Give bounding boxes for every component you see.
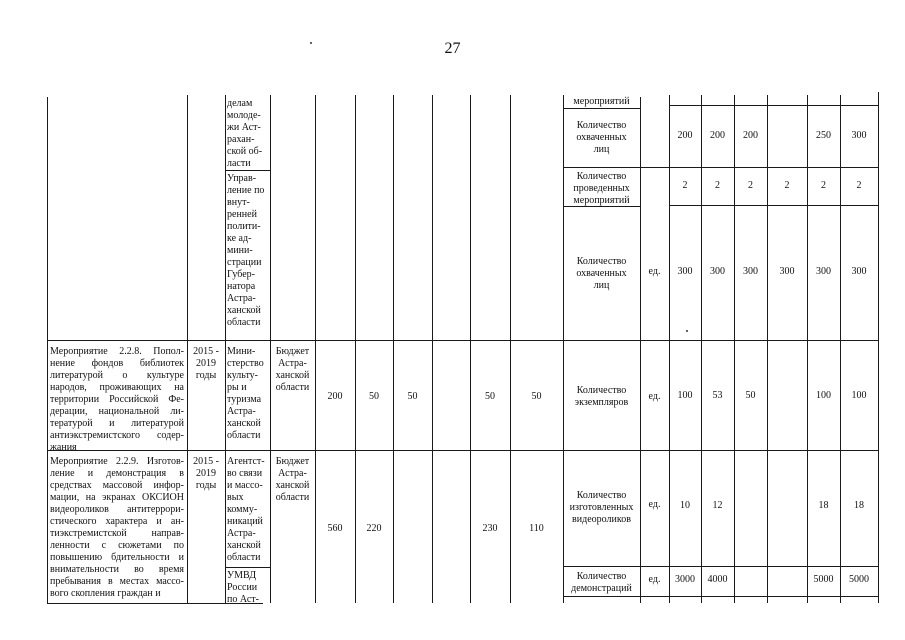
indicator-divider — [563, 108, 640, 109]
funding-source-line: Астра- — [278, 468, 307, 479]
table-left-border — [47, 97, 48, 603]
indicator-name — [565, 571, 638, 595]
indicator-name-line: экземпляров — [574, 397, 629, 408]
executor-cell-line: стерство — [227, 358, 264, 369]
indicator-value: 18 — [818, 500, 829, 511]
measure-name-line: ленности с сюжетами по — [50, 540, 184, 551]
indicator-name-line: Количество — [576, 385, 627, 396]
indicator-value: 100 — [851, 390, 867, 401]
indicator-value: 2 — [682, 180, 688, 191]
executor-cell-line: натора — [227, 281, 256, 292]
funding-source-line: Бюджет — [275, 346, 310, 357]
indicator-value: 300 — [851, 130, 867, 141]
measure-name-line: внимательности во время — [50, 564, 184, 575]
measure-name-line: ление и демонстрация в — [50, 468, 184, 479]
executor-cell-line: Управ- — [227, 173, 257, 184]
indicator-name-line: охваченных — [576, 268, 627, 279]
indicator-value: 18 — [854, 500, 864, 511]
indicator-value: 200 — [677, 130, 693, 141]
indicator-name-line: Количество — [576, 120, 627, 131]
indicator-name-line: мероприятий — [573, 96, 630, 107]
indicator-divider — [563, 167, 878, 168]
executor-cell-line: Мини- — [227, 346, 256, 357]
measure-name-line: стического характера и ан- — [50, 516, 184, 527]
indicator-value: 5000 — [813, 574, 834, 585]
executor-cell-line: области — [227, 430, 261, 441]
funding-source — [271, 456, 314, 504]
years-cell-line: 2019 — [196, 468, 216, 479]
indicator-value: 10 — [680, 500, 690, 511]
executor-cell-line: мини- — [227, 245, 253, 256]
indicator-name-line: охваченных — [576, 132, 627, 143]
executor-cell-line: Губер- — [227, 269, 255, 280]
years-cell — [188, 456, 224, 492]
indicator-value: 2 — [784, 180, 790, 191]
executor-cell-line: вых — [227, 492, 244, 503]
indicator-name — [565, 256, 638, 292]
funding-source-line: области — [275, 382, 310, 393]
unit-cell: ед. — [648, 266, 661, 277]
indicator-value: 250 — [816, 130, 831, 141]
indicator-value: 300 — [816, 266, 831, 277]
executor-cell — [227, 570, 269, 606]
indicator-value: 12 — [712, 500, 723, 511]
years-cell-line: 2015 - — [193, 456, 219, 467]
executor-cell-line: области — [227, 552, 261, 563]
indicator-value: 300 — [779, 266, 795, 277]
measure-name-line: территории Российской Фе- — [50, 394, 184, 405]
indicator-name — [565, 96, 638, 108]
finance-value: 50 — [485, 391, 495, 402]
executor-cell-line: культу- — [227, 370, 259, 381]
measure-name-line: повышению бдительности и — [50, 552, 184, 563]
column-border — [767, 95, 768, 603]
executor-cell — [227, 456, 269, 564]
executor-cell-line: комму- — [227, 504, 258, 515]
column-border — [225, 95, 226, 603]
executor-cell-line: ренней — [227, 209, 257, 220]
indicator-name-line: проведенных — [573, 183, 630, 194]
finance-value: 50 — [407, 391, 418, 402]
executor-cell-line: ской об- — [227, 146, 263, 157]
years-cell — [188, 346, 224, 382]
executor-cell-line: рахан- — [227, 134, 255, 145]
finance-value: 110 — [529, 523, 544, 534]
executor-cell-line: ханской — [227, 418, 261, 429]
executor-cell-line: УМВД — [227, 570, 257, 581]
indicator-value: 200 — [743, 130, 758, 141]
indicator-name-line: демонстраций — [571, 583, 632, 594]
indicator-name — [565, 490, 638, 526]
executor-cell-line: Агентст- — [227, 456, 265, 467]
executor-cell-line: ханской — [227, 305, 261, 316]
measure-name-line: средствах массовой инфор- — [50, 480, 184, 491]
measure-name-line: тиэкстремистской направ- — [50, 528, 184, 539]
indicator-value: 2 — [856, 180, 862, 191]
indicator-value: 2 — [715, 180, 720, 191]
measure-name-line: народов, проживающих на — [50, 382, 184, 393]
indicator-name-line: изготовленных — [569, 502, 634, 513]
executor-divider — [225, 567, 270, 568]
executor-cell-line: ление по — [227, 185, 265, 196]
executor-cell-line: России — [227, 582, 258, 593]
executor-cell-line: никаций — [227, 516, 263, 527]
executor-cell-line: ры и — [227, 382, 247, 393]
indicator-value: 100 — [677, 390, 693, 401]
funding-source-line: ханской — [275, 370, 310, 381]
indicator-value: 3000 — [675, 574, 695, 585]
measure-name-line: жания — [50, 442, 77, 453]
measure-name-line: вого скопления граждан и — [50, 588, 161, 599]
funding-source — [271, 346, 314, 394]
indicator-value: 300 — [677, 266, 693, 277]
funding-source-line: ханской — [275, 480, 310, 491]
column-border — [563, 95, 564, 603]
years-cell-line: годы — [195, 480, 217, 491]
scan-speck — [686, 330, 688, 332]
indicator-value: 50 — [745, 390, 756, 401]
executor-cell-line: во связи — [227, 468, 263, 479]
funding-source-line: Бюджет — [275, 456, 310, 467]
indicator-name — [565, 385, 638, 409]
indicator-name-line: Количество — [576, 490, 627, 501]
indicator-value: 5000 — [849, 574, 869, 585]
indicator-value: 53 — [712, 390, 723, 401]
indicator-name-line: лиц — [593, 144, 610, 155]
years-cell-line: 2015 - — [193, 346, 219, 357]
executor-cell-line: ханской — [227, 540, 261, 551]
executor-cell-line: туризма — [227, 394, 262, 405]
finance-value: 230 — [482, 523, 498, 534]
unit-cell: ед. — [648, 391, 661, 402]
unit-cell: ед. — [648, 499, 661, 510]
measure-name-line: литературой о культуре — [50, 370, 184, 381]
indicator-name-line: лиц — [593, 280, 610, 291]
executor-cell-line: Астра- — [227, 293, 256, 304]
column-border — [432, 95, 433, 603]
table-right-border — [878, 92, 879, 603]
executor-cell-line: полити- — [227, 221, 261, 232]
indicator-name-line: Количество — [576, 256, 627, 267]
indicator-value: 4000 — [707, 574, 728, 585]
finance-value: 200 — [327, 391, 343, 402]
finance-value: 50 — [369, 391, 379, 402]
column-border — [807, 95, 808, 603]
executor-cell — [227, 173, 269, 329]
row-divider — [47, 340, 878, 341]
executor-cell-line: ке ад- — [227, 233, 252, 244]
indicator-name-line: Количество — [576, 171, 627, 182]
finance-value: 220 — [366, 523, 382, 534]
executor-cell-line: внут- — [227, 197, 250, 208]
executor-cell-line: жи Аст- — [227, 122, 261, 133]
column-border — [840, 95, 841, 603]
indicator-value: 2 — [821, 180, 826, 191]
unit-column-border — [640, 97, 641, 603]
indicator-value: 300 — [710, 266, 725, 277]
indicator-divider — [563, 596, 878, 597]
funding-source-line: области — [275, 492, 310, 503]
measure-name-line: антиэкстремистского содер- — [50, 430, 184, 441]
page-number: 27 — [444, 40, 461, 57]
column-border — [669, 95, 670, 603]
measure-name-line: видеороликов антитеррори- — [50, 504, 184, 515]
executor-cell-line: делам — [227, 98, 253, 109]
indicator-name-line: Количество — [576, 571, 627, 582]
indicator-value: 300 — [743, 266, 758, 277]
measure-name — [50, 456, 184, 600]
column-border — [734, 95, 735, 603]
indicator-name — [565, 120, 638, 156]
indicator-name-line: мероприятий — [573, 195, 630, 206]
executor-cell — [227, 346, 269, 442]
indicator-value: 100 — [816, 390, 831, 401]
executor-cell-line: и массо- — [227, 480, 263, 491]
finance-value: 50 — [531, 391, 542, 402]
column-border — [701, 95, 702, 603]
indicator-value: 200 — [710, 130, 725, 141]
indicator-divider — [563, 566, 878, 567]
indicator-value: 300 — [851, 266, 867, 277]
years-cell-line: 2019 — [196, 358, 216, 369]
funding-source-line: Астра- — [278, 358, 307, 369]
executor-cell-line: Астра- — [227, 528, 256, 539]
measure-name — [50, 346, 184, 454]
executor-cell-line: молоде- — [227, 110, 261, 121]
measure-name-line: нение фондов библиотек — [50, 358, 184, 369]
years-cell-line: годы — [195, 370, 217, 381]
indicator-name — [565, 171, 638, 207]
indicator-name-line: видеороликов — [572, 514, 631, 525]
executor-cell-line: области — [227, 317, 261, 328]
measure-name-line: дерации, национальной ли- — [50, 406, 184, 417]
executor-divider — [225, 170, 270, 171]
measure-name-line: пребывания в местах массо- — [50, 576, 184, 587]
executor-cell — [227, 98, 269, 170]
measure-name-line: Мероприятие 2.2.8. Попол- — [50, 346, 184, 357]
executor-cell-line: страции — [227, 257, 262, 268]
executor-cell-line: ласти — [227, 158, 251, 169]
finance-value: 560 — [327, 523, 343, 534]
measure-name-line: тературой и литературой — [50, 418, 184, 429]
measure-name-line: мации, на экранах ОКСИОН — [50, 492, 184, 503]
unit-cell: ед. — [648, 574, 661, 585]
measure-name-line: Мероприятие 2.2.9. Изготов- — [50, 456, 184, 467]
executor-cell-line: по Аст- — [227, 594, 259, 605]
indicator-value: 2 — [748, 180, 753, 191]
executor-cell-line: Астра- — [227, 406, 256, 417]
scan-speck — [310, 42, 312, 44]
